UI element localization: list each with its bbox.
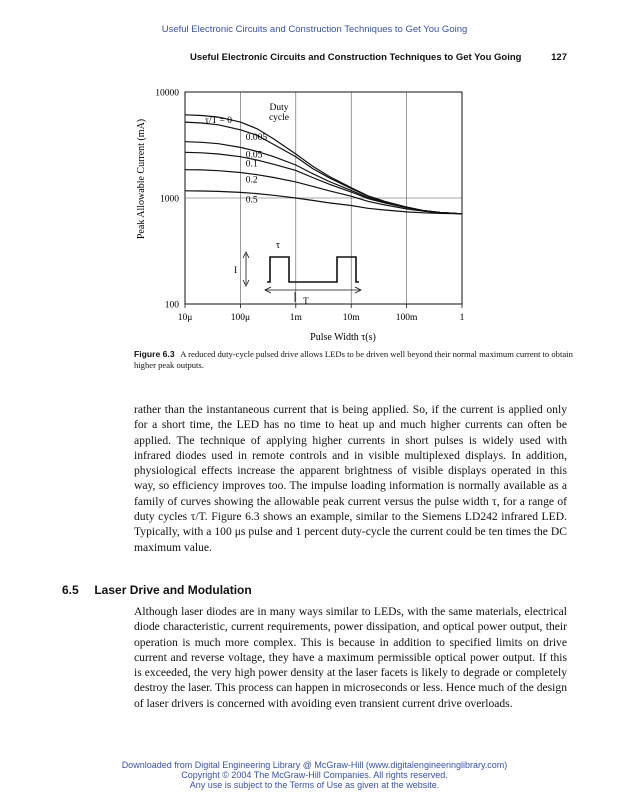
curve-duty-0.05 — [185, 142, 462, 214]
section-heading — [62, 583, 252, 597]
x-tick-label: 100m — [395, 313, 418, 323]
curve-duty-0 — [185, 115, 462, 214]
footer-line-2: Copyright © 2004 The McGraw-Hill Companies. All rights reserved. — [181, 770, 448, 780]
duty-label-0.005: 0.005 — [245, 132, 268, 143]
duty-label-0.5: 0.5 — [245, 195, 258, 206]
curve-duty-0.1 — [185, 152, 462, 214]
body-paragraph-2: Although laser diodes are in many ways similar to LEDs, with the same materials, electrical diode characteristic, current requirements, power dissipation, and optical power output, their operation is much more complex. This is because in addition to specified limits on drive current and reverse voltage, they have a maximum permissible optical power output. If this is exceeded, the very high power density at the laser facets is likely to degrade or completely destroy the laser. This process can happen in microseconds or less. Hence much of the design of laser drivers is concerned with avoiding even transient current drive overloads. — [134, 605, 567, 710]
duty-cycle-header-2: cycle — [268, 113, 290, 123]
curve-duty-0.005 — [185, 122, 462, 214]
tau-symbol: τ — [276, 240, 281, 251]
x-axis-label: Pulse Width τ(s) — [310, 332, 376, 343]
x-tick-label: 1 — [459, 313, 465, 323]
current-symbol: I — [234, 266, 238, 276]
x-tick-label: 10μ — [177, 313, 193, 323]
section-number: 6.5 — [62, 583, 79, 597]
duty-label-0.05: 0.05 — [245, 150, 263, 161]
page-number: 127 — [551, 52, 567, 63]
running-head-title: Useful Electronic Circuits and Construction Techniques to Get You Going — [190, 52, 522, 63]
download-banner: Useful Electronic Circuits and Construction Techniques to Get You Going — [161, 24, 468, 35]
curves — [185, 115, 462, 214]
duty-cycle-header-1: Duty — [269, 103, 289, 113]
tau-over-t-label: τ/T = 0 — [205, 116, 232, 126]
x-tick-label: 100μ — [230, 313, 251, 323]
figure-label: Figure 6.3 — [134, 349, 175, 359]
y-tick-label: 1000 — [160, 194, 179, 205]
pulse-current-chart — [125, 82, 485, 347]
footer-line-3: Any use is subject to the Terms of Use as given at the website. — [189, 780, 440, 790]
duty-label-0.1: 0.1 — [245, 159, 258, 170]
section-title: Laser Drive and Modulation — [94, 583, 252, 597]
x-tick-label: 10m — [342, 313, 360, 323]
period-symbol: T — [303, 297, 309, 307]
footer-line-1: Downloaded from Digital Engineering Library @ McGraw-Hill (www.digitalengineeringlibrary.com) — [121, 760, 508, 770]
tick-labels — [155, 89, 464, 324]
duty-label-0.2: 0.2 — [245, 175, 258, 186]
figure-caption — [134, 349, 574, 370]
pulse-waveform — [267, 257, 359, 282]
figure-caption-text: A reduced duty-cycle pulsed drive allows LEDs to be driven well beyond their normal maximum current to obtain higher peak outputs. — [134, 349, 573, 370]
body-paragraph-1: rather than the instantaneous current that is being applied. So, if the current is applied only for a short time, the LED has no time to heat up and much higher currents can often be applied. The technique of applying higher currents in short pulses is widely used with infrared diodes used in remote controls and in visible multiplexed displays. In addition, physiological effects increase the apparent brightness of visible displays operated in this way, so efficiency improves too. The impulse loading information is normally available as a family of curves showing the allowable peak current versus the pulse width τ, for a range of duty cycles τ/T. Figure 6.3 shows an example, similar to the Siemens LD242 infrared LED. Typically, with a 100 μs pulse and 1 percent duty-cycle the current could be ten times the DC maximum value. — [134, 403, 567, 554]
x-tick-label: 1m — [289, 313, 302, 323]
copyright-footer — [0, 760, 629, 790]
y-tick-label: 10000 — [155, 88, 179, 99]
pulse-train-inset — [234, 240, 361, 307]
y-axis-label: Peak Allowable Current (mA) — [136, 118, 147, 240]
y-tick-label: 100 — [164, 300, 179, 311]
